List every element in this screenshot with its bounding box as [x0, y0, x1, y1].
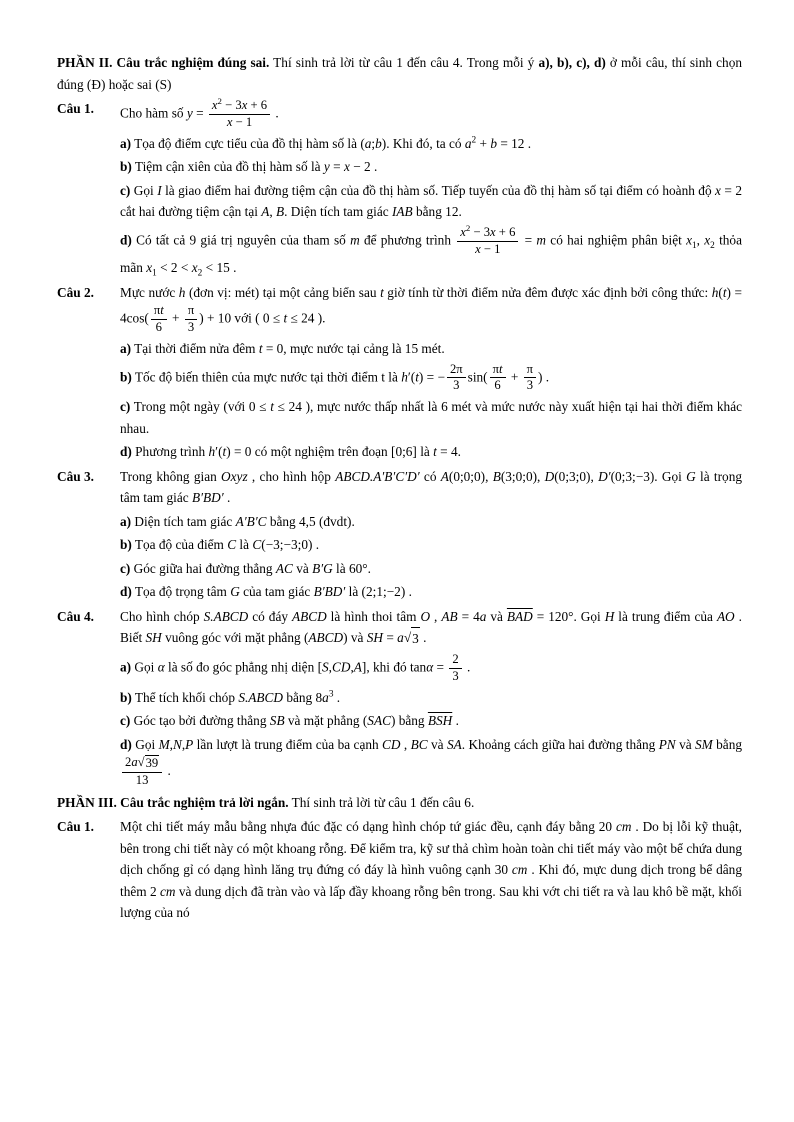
document-body — [57, 52, 742, 926]
math-var: S — [322, 659, 329, 675]
math-var: D — [544, 468, 555, 484]
bold-text: c) — [120, 182, 131, 198]
math-var: t — [380, 284, 384, 300]
math-var: x — [343, 159, 350, 175]
math-var: t — [415, 368, 419, 384]
math-var: t — [270, 399, 274, 415]
question-label: Câu 1. — [57, 819, 94, 835]
bold-text: a) — [120, 513, 132, 529]
question-paragraph: d) Gọi M,N,P lần lượt là trung điểm của ba cạnh CD , BC và SA. Khoảng cách giữa hai đường thẳng PN và SM bằng 2a √ 39 13 . — [120, 734, 742, 789]
question-paragraph: b) Thể tích khối chóp S.ABCD bằng $8a^3$ . — [120, 689, 341, 705]
math-var: cm — [511, 862, 528, 878]
question-paragraph: Trong không gian Oxyz , cho hình hộp ABCD.A′B′C′D′ có A(0;0;0), B(3;0;0), D(0;3;0), D′(0;3;−3). Gọi G là trọng tâm tam giác B′BD′ . — [120, 468, 742, 506]
math-var: m — [350, 232, 360, 248]
math-var: h — [208, 444, 216, 460]
question-paragraph: d) Phương trình h′(t) = 0 có một nghiệm trên đoạn [0;6] là t = 4. — [120, 444, 461, 460]
math-var: A′B′C — [235, 513, 267, 529]
math-var: S.ABCD — [203, 608, 249, 624]
math-var: M — [158, 736, 170, 752]
subscript: 2 — [710, 240, 715, 251]
fraction: $\frac{\pi}{3}$ — [185, 303, 197, 336]
fraction: $\frac{\pi t}{6}$ — [151, 303, 167, 336]
math-var: B′BD′ — [313, 584, 346, 600]
part2-header: PHẦN II. Câu trắc nghiệm đúng sai. Thí sinh trả lời từ câu 1 đến câu 4. Trong mỗi ý a), b), c), d) ở mỗi câu, thí sinh chọn đúng (Đ) hoặc sai (S) — [57, 55, 742, 92]
bold-text: b) — [120, 368, 132, 384]
math-var: SM — [695, 736, 713, 752]
angle-notation: $\overline{BSH}$ — [427, 713, 453, 729]
math-var: SAC — [367, 713, 391, 729]
math-var: t — [160, 303, 164, 318]
math-var: CD — [382, 736, 401, 752]
question-paragraph: a) Diện tích tam giác A′B′C bằng 4,5 (đvdt). — [120, 513, 355, 529]
math-var: S.ABCD — [238, 689, 284, 705]
question-paragraph: d) Có tất cả 9 giá trị nguyên của tham số m để phương trình $\frac{x^2 - 3x + 6}{x - 1}$ = m có hai nghiệm phân biệt $x_1$, $x_2$ thỏa mãn $x_1 < 2 < x_2 < 15$ . — [120, 222, 742, 280]
math-var: t — [258, 341, 263, 357]
superscript: 2 — [217, 95, 222, 106]
fraction: $\frac{x^2 - 3x + 6}{x - 1}$ — [457, 225, 518, 258]
fraction: $\frac{2\pi}{3}$ — [447, 362, 466, 395]
question-label: Câu 1. — [57, 101, 94, 117]
question-block — [57, 606, 742, 791]
math-var: x — [226, 114, 233, 129]
subscript: 1 — [152, 269, 157, 280]
math-var: ABCD.A′B′C′D′ — [335, 468, 420, 484]
math-var: a — [397, 630, 404, 646]
fraction: $\frac{2}{3}$ — [449, 652, 461, 685]
math-var: AB — [441, 608, 458, 624]
bold-text: b) — [120, 689, 132, 705]
math-var: x — [241, 98, 248, 113]
bold-text: c) — [120, 399, 131, 415]
question-paragraph: a) Gọi α là số đo góc phẳng nhị diện [S,CD,A], khi đó tanα = $\frac{2}{3}$ . — [120, 652, 471, 683]
math-var: D′ — [598, 468, 611, 484]
math-var: ABCD — [308, 630, 344, 646]
math-var: Oxyz — [221, 468, 248, 484]
math-var: m — [536, 232, 547, 248]
fraction: $\frac{\pi t}{6}$ — [490, 362, 506, 395]
math-var: t — [433, 444, 437, 460]
bold-text: PHẦN II. Câu trắc nghiệm đúng sai. — [57, 55, 270, 70]
bold-text: d) — [120, 444, 132, 460]
bold-text: b) — [120, 537, 132, 553]
question-body — [120, 95, 742, 281]
part3-header: PHẦN III. Câu trắc nghiệm trả lời ngắn. Thí sinh trả lời từ câu 1 đến câu 6. — [57, 794, 475, 810]
math-var: AO — [716, 608, 735, 624]
question-body — [120, 606, 742, 791]
question-paragraph: c) Gọi I là giao điểm hai đường tiệm cận của đồ thị hàm số. Tiếp tuyến của đồ thị hàm số tại điểm có hoành độ x = 2 cắt hai đường tiệm cận tại A, B. Diện tích tam giác IAB bằng 12. — [120, 182, 742, 220]
math-var: a — [364, 135, 372, 151]
math-var: h — [401, 368, 408, 384]
subscript: 1 — [692, 240, 697, 251]
question-body — [120, 816, 742, 926]
math-var: G — [686, 468, 696, 484]
question-paragraph: b) Tọa độ của điểm C là C(−3;−3;0) . — [120, 537, 320, 553]
math-var: x — [490, 224, 496, 239]
math-var: x — [146, 260, 153, 276]
math-var: C — [252, 537, 262, 553]
fraction: $\frac{\pi}{3}$ — [524, 362, 536, 395]
math-var: AC — [275, 560, 293, 576]
math-var: SA — [446, 736, 462, 752]
math-var: y — [186, 105, 193, 121]
math-var: h — [178, 284, 186, 300]
math-var: x — [211, 98, 218, 113]
math-var: A — [440, 468, 449, 484]
math-var: cm — [159, 883, 176, 899]
math-var: IAB — [391, 204, 413, 220]
question-paragraph: c) Góc tạo bởi đường thẳng SB và mặt phẳng (SAC) bằng $\overline{BSH}$ . — [120, 713, 459, 729]
question-block — [57, 282, 742, 465]
bold-text: a) — [120, 341, 132, 357]
bold-text: d) — [120, 232, 132, 248]
math-var: t — [498, 361, 503, 376]
bold-text: d) — [120, 584, 132, 600]
bold-text: b) — [120, 159, 132, 175]
question-paragraph: c) Trong một ngày (với 0 ≤ t ≤ 24 ), mực nước thấp nhất là 6 mét và mức nước này xuất hiện tại hai thời điểm khác nhau. — [120, 399, 742, 436]
math-var: x — [704, 232, 711, 248]
math-var: B — [276, 204, 285, 220]
question-label: Câu 4. — [57, 608, 94, 624]
math-var: H — [604, 608, 615, 624]
math-var: x — [475, 241, 481, 256]
math-var: CD — [331, 659, 351, 675]
math-var: t — [722, 284, 727, 300]
math-var: b — [490, 135, 497, 151]
math-var: x — [715, 182, 721, 198]
question-paragraph: Cho hàm số y = $\frac{x^2 - 3x + 6}{x - 1}$ . — [120, 95, 279, 129]
math-var: B — [492, 468, 501, 484]
fraction: 2a √ 39 13 — [122, 755, 162, 789]
question-paragraph: Cho hình chóp S.ABCD có đáy ABCD là hình thoi tâm O , AB = 4a và $\overline{BAD} = 120^\circ$. Gọi H là trung điểm của AO . Biết SH vuông góc với mặt phẳng (ABCD) và SH = a √ 3 . — [120, 606, 742, 650]
math-var: a — [464, 135, 472, 151]
question-label: Câu 2. — [57, 284, 94, 300]
angle-notation: $\overline{BAD}$ — [506, 608, 533, 624]
fraction: $\frac{x^2 - 3x + 6}{x - 1}$ — [209, 98, 270, 131]
subscript: 2 — [197, 269, 203, 280]
math-var: C — [227, 537, 237, 553]
bold-text: d) — [120, 736, 132, 752]
sqrt-expression: √ 3 — [404, 627, 420, 650]
math-var: G — [230, 584, 240, 600]
question-paragraph: b) Tốc độ biến thiên của mực nước tại thời điểm t là h′(t) = − $\frac{2\pi}{3}$ sin( $\frac{\pi t}{6}$ + $\frac{\pi}{3}$ ) . — [120, 361, 550, 393]
math-var: a — [479, 608, 487, 624]
question-label: Câu 3. — [57, 468, 94, 484]
math-var: α — [157, 659, 165, 675]
math-var: SH — [145, 630, 162, 646]
question-block — [57, 466, 742, 605]
math-var: N — [172, 736, 182, 752]
question-body — [120, 282, 742, 465]
superscript: 2 — [471, 135, 477, 146]
superscript: 2 — [465, 222, 471, 233]
bold-text: c) — [120, 713, 131, 729]
question-paragraph: a) Tại thời điểm nửa đêm t = 0, mực nước tại cảng là 15 mét. — [120, 341, 445, 357]
math-var: B′BD′ — [192, 490, 224, 506]
math-var: a — [322, 689, 329, 705]
bold-text: PHẦN III. Câu trắc nghiệm trả lời ngắn. — [57, 794, 289, 810]
bold-text: c) — [120, 560, 131, 576]
question-paragraph: Mực nước h (đơn vị: mét) tại một cảng biển sau t giờ tính từ thời điểm nửa đêm được xác định bởi công thức: h(t) = 4cos( $\frac{\pi t}{6}$ + $\frac{\pi}{3}$ ) + 10 với ( 0 ≤ t ≤ 24 ). — [120, 284, 742, 335]
math-var: a — [131, 755, 138, 770]
question-body — [120, 466, 742, 605]
math-var: t — [283, 310, 288, 326]
question-paragraph: c) Góc giữa hai đường thẳng AC và B′G là 60°. — [120, 560, 371, 576]
math-var: SB — [269, 713, 285, 729]
math-var: B′G — [312, 560, 333, 576]
math-var: α — [426, 659, 434, 675]
math-var: I — [157, 182, 162, 198]
question-paragraph: a) Tọa độ điểm cực tiểu của đồ thị hàm số là (a;b). Khi đó, ta có $a^2 + b = 12$ . — [120, 135, 532, 151]
math-var: A — [261, 204, 270, 220]
question-paragraph: b) Tiệm cận xiên của đồ thị hàm số là y = x − 2 . — [120, 159, 378, 175]
math-var: h — [711, 284, 719, 300]
math-var: SH — [366, 630, 383, 646]
question-block — [57, 95, 742, 281]
math-var: P — [185, 736, 194, 752]
bold-text: a), b), c), d) — [538, 55, 606, 70]
math-var: x — [191, 260, 198, 276]
bold-text: a) — [120, 135, 132, 151]
bold-text: a) — [120, 659, 132, 675]
math-var: y — [323, 159, 330, 175]
math-var: t — [222, 444, 227, 460]
sqrt-expression: √ 39 — [138, 755, 160, 772]
math-var: O — [420, 608, 431, 624]
question-paragraph: Một chi tiết máy mẫu bằng nhựa đúc đặc có dạng hình chóp tứ giác đều, cạnh đáy bằng 20 cm . Do bị lỗi kỹ thuật, bên trong chi tiết này có một khoang rỗng. Để kiểm tra, kỹ sư thả chìm hoàn toàn chi tiết máy vào một bể chứa dung dịch chống gỉ có dạng hình lăng trụ đứng có đáy là hình vuông cạnh 30 cm . Khi đó, mực dung dịch trong bể dâng thêm 2 cm và dung dịch đã tràn vào và lấp đầy khoang rỗng bên trong. Sau khi vớt chi tiết ra và lau khô bề mặt, khối lượng của nó — [120, 819, 743, 921]
math-var: cm — [615, 819, 632, 835]
math-var: x — [460, 224, 466, 239]
math-var: b — [375, 135, 382, 151]
question-block — [57, 816, 742, 926]
math-var: A — [353, 659, 362, 675]
math-var: PN — [658, 736, 676, 752]
math-var: BC — [410, 736, 428, 752]
superscript: 3 — [328, 689, 334, 700]
math-var: x — [686, 232, 692, 248]
math-var: ABCD — [291, 608, 327, 624]
question-paragraph: d) Tọa độ trọng tâm G của tam giác B′BD′ là (2;1;−2) . — [120, 584, 412, 600]
